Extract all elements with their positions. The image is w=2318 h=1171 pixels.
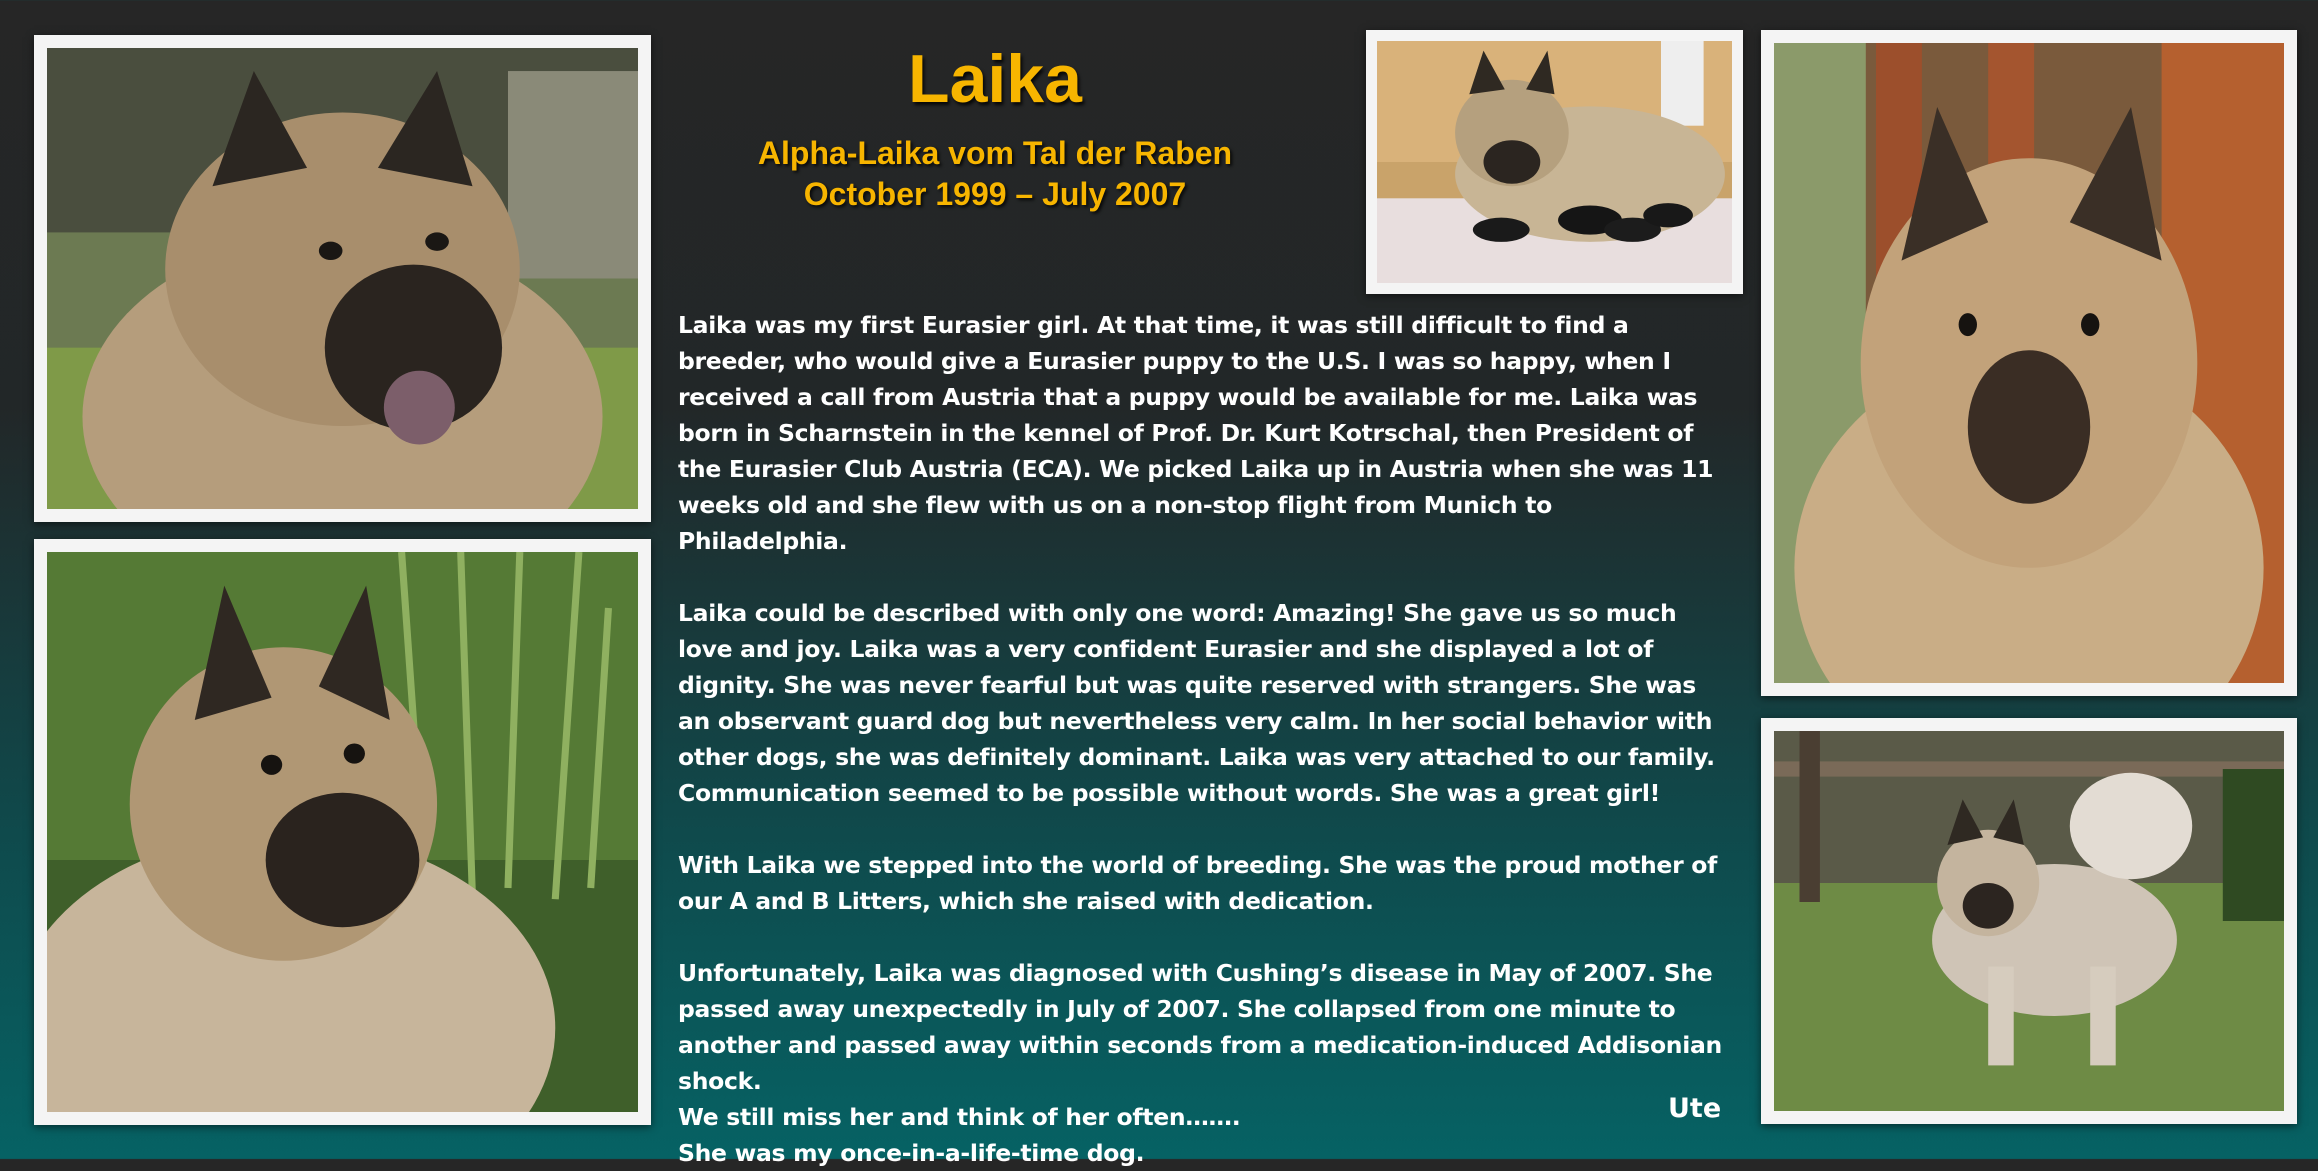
lifespan-dates: October 1999 – July 2007 [803,176,1187,212]
closing-line: We still miss her and think of her often……. [678,1103,1241,1131]
dog-grasses-image [47,552,638,1112]
dog-fence-image [1774,43,2284,683]
photo-portrait-garden [34,35,651,522]
registered-name: Alpha-Laika vom Tal der Raben [757,135,1233,171]
photo-mother-with-puppies [1366,30,1743,294]
signature: Ute [1668,1093,1722,1124]
closing-line: She was my once-in-a-life-time dog. [678,1139,1145,1167]
puppies-image [1377,41,1732,283]
page-title: Laika [908,41,1082,117]
photo-dog-with-grasses [34,539,651,1125]
dog-portrait-image [47,48,638,509]
paragraph-passing: Unfortunately, Laika was diagnosed with Cushing’s disease in May of 2007. She passed away unexpectedly in July of 2007. She collapsed from one minute to another and passed away within seconds from a medication-induced Addisonian shock. [678,959,1722,1095]
dog-lawn-image [1774,731,2284,1111]
memorial-text [678,307,1728,1171]
paragraph-character: Laika could be described with only one word: Amazing! She gave us so much love and joy. Laika was a very confident Eurasier and she displayed a lot of dignity. She was never fearful but was quite reserved with strangers. She was an observant guard dog but nevertheless very calm. In her social behavior with other dogs, she was definitely dominant. Laika was very attached to our family. Communication seemed to be possible without words. She was a great girl! [678,599,1715,807]
paragraph-breeding: With Laika we stepped into the world of breeding. She was the proud mother of our A and B Litters, which she raised with dedication. [678,851,1718,915]
paragraph-origin: Laika was my first Eurasier girl. At that time, it was still difficult to find a breeder, who would give a Eurasier puppy to the U.S. I was so happy, when I received a call from Austria that a puppy would be available for me. Laika was born in Scharnstein in the kennel of Prof. Dr. Kurt Kotrschal, then President of the Eurasier Club Austria (ECA). We picked Laika up in Austria when she was 11 weeks old and she flew with us on a non-stop flight from Munich to Philadelphia. [678,311,1714,555]
photo-portrait-fence [1761,30,2297,696]
photo-dog-on-lawn [1761,718,2297,1124]
